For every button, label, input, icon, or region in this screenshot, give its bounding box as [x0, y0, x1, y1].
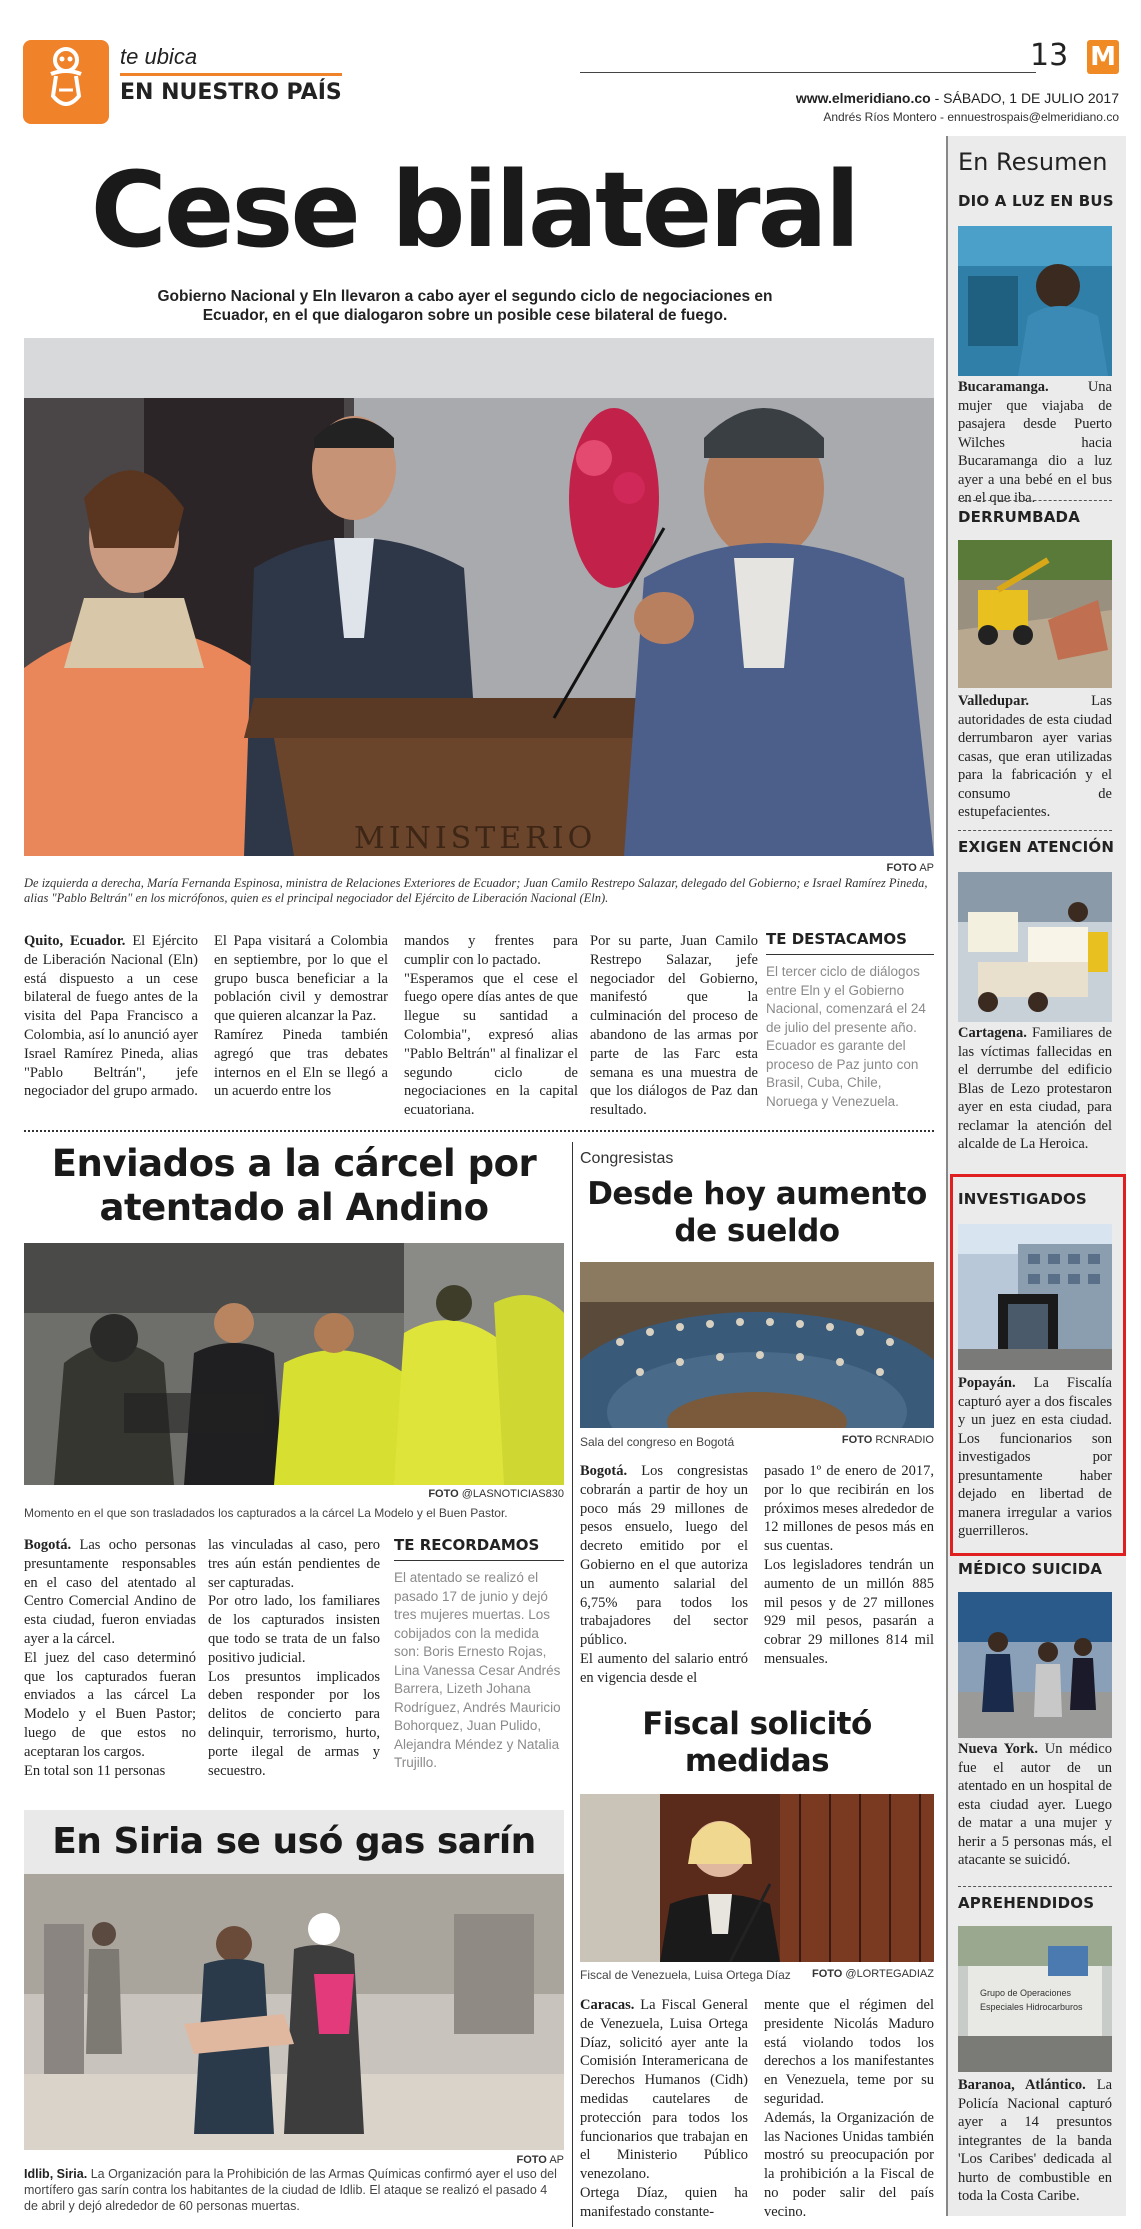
- andino-headline: Enviados a la cárcel por atentado al Andino: [51, 1142, 537, 1229]
- sueldo-col-1: Bogotá. Los congresistas cobrarán a partir de hoy un poco más 29 millones de pesos ensuelo, luego del decreto emitido por el Gobierno en el que autoriza un aumento salarial del 6,75% para todos los trabajadores del sector público. El aumento del salario entró en vigencia desde el: [580, 1463, 748, 1686]
- sidebar-item-title: DIO A LUZ EN BUS: [958, 192, 1114, 210]
- sidebar-text: Bucaramanga. Una mujer que viajaba de pasajera desde Puerto Wilches hacia Bucaramanga dio a luz ayer a una bebé en el bus en el que iba.: [958, 379, 1112, 506]
- sueldo-photo: [580, 1262, 934, 1428]
- fiscal-headline: Fiscal solicitó medidas: [642, 1706, 872, 1779]
- date: - SÁBADO, 1 DE JULIO 2017: [930, 90, 1119, 106]
- siria-headline: En Siria se usó gas sarín: [52, 1821, 536, 1862]
- sueldo-caption: Sala del congreso en Bogotá: [580, 1435, 735, 1449]
- andino-caption: Momento en el que son trasladados los capturados a la cárcel La Modelo y el Buen Pastor.: [24, 1506, 508, 1520]
- author-line: Andrés Ríos Montero - ennuestrospais@elmeridiano.co: [823, 110, 1119, 124]
- main-photo: [24, 338, 934, 856]
- fiscal-caption: Fiscal de Venezuela, Luisa Ortega Díaz: [580, 1968, 791, 1982]
- main-deck: Gobierno Nacional y Eln llevaron a cabo ayer el segundo ciclo de negociaciones en Ecuador, en el que dialogaron sobre un posible cese bilateral de fuego.: [157, 288, 773, 324]
- recordamos-text: El atentado se realizó el pasado 17 de junio y dejó tres mujeres muertas. Los cobijados con la medida son: Boris Ernesto Rojas, Lina Vanessa Cesar Andrés Barrera, Lizeth Johana Rodríguez, Andrés Mauricio Bohorquez, Juan Pulido, Alejandra Méndez y Natalia Trujillo.: [394, 1570, 561, 1770]
- sidebar-title: En Resumen: [958, 148, 1108, 176]
- sidebar-divider: [958, 830, 1112, 831]
- sidebar-text: Popayán. La Fiscalía capturó ayer a dos fiscales y un juez en esta ciudad. Los funcionarios son investigados por presuntamente haber dejado en libertad de manera irregular a varios guerrilleros.: [958, 1375, 1112, 1539]
- main-photo-credit: FOTO AP: [886, 862, 934, 874]
- dotted-divider: [24, 1130, 934, 1132]
- section-title: EN NUESTRO PAÍS: [120, 80, 342, 105]
- sidebar-photo-fiscalia: [958, 1224, 1112, 1370]
- sidebar-photo-protesta: [958, 872, 1112, 1022]
- sidebar-left-rule: [946, 136, 948, 2216]
- sidebar-photo-bus: [958, 226, 1112, 376]
- section-logo: [23, 40, 109, 124]
- main-headline: Cese bilateral: [90, 149, 858, 271]
- siria-caption: Idlib, Siria. La Organización para la Prohibición de las Armas Químicas confirmó ayer el uso del mortífero gas sarín contra los habitantes de la ciudad de Idlib. El ataque se realizó el pasado 4 de abril y dejó alrededor de 60 personas muertas.: [24, 2167, 557, 2213]
- sidebar-photo-derrumbe: [958, 540, 1112, 688]
- column-divider: [572, 1142, 573, 2227]
- destacamos-box: [766, 930, 934, 1111]
- fiscal-credit: FOTO @LORTEGADIAZ: [811, 1968, 934, 1980]
- recordamos-box: [394, 1536, 564, 1773]
- fiscal-col-1: Caracas. La Fiscal General de Venezuela, Luisa Ortega Díaz, solicitó ayer ante la Comisión Interamericana de Derechos Humanos (Cidh) medidas cautelares de protección para todos los funcionarios que trabajan en el Ministerio Público venezolano. Ortega Díaz, quien ha manifestado constante-: [580, 1997, 748, 2220]
- sueldo-credit: FOTO RCNRADIO: [841, 1434, 934, 1446]
- dateline: [796, 90, 1119, 106]
- destacamos-title: TE DESTACAMOS: [766, 930, 907, 948]
- main-col-4: Por su parte, Juan Camilo Restrepo Salazar, jefe negociador del Gobierno, manifestó que la culminación del proceso de abandono de las armas por parte de las Farc esta semana es una muestra de que los diálogos de Paz dan resultado.: [590, 933, 758, 1119]
- mascot-icon: [23, 40, 109, 124]
- section-rule: [120, 73, 342, 76]
- andino-col-2: las vinculadas al caso, pero tres aún están pendientes de ser capturadas. Por otro lado, los familiares de los capturados insisten que todo se trata de un falso positivo judicial. Los presuntos implicados deben responder por los delitos de concierto para delinquir, terrorismo, hurto, porte ilegal de armas y secuestro.: [208, 1537, 380, 1779]
- sueldo-kicker: Congresistas: [580, 1150, 674, 1167]
- section-kicker: te ubica: [120, 44, 198, 69]
- sidebar-item-title: INVESTIGADOS: [958, 1190, 1087, 1208]
- sidebar-item-title: MÉDICO SUICIDA: [958, 1560, 1103, 1578]
- sueldo-col-2: pasado 1º de enero de 2017, por lo que recibirán en los próximos meses alrededor de 12 millones de pesos más en sus cuentas. Los legisladores tendrán un aumento de un millón 885 mil pesos y de 27 millones 929 mil pesos, pasarán a cobrar 29 millones 814 mil mensuales.: [764, 1463, 934, 1667]
- photo-sign-text: Grupo de Operaciones: [980, 1988, 1072, 1998]
- fiscal-col-2: mente que el régimen del presidente Nicolás Maduro está violando todos los derechos a los manifestantes en Venezuela, teme por su seguridad. Además, la Organización de las Naciones Unidas también mostró su preocupación por la prohibición a la Fiscal de no poder salir del país vecino.: [764, 1997, 934, 2220]
- photo-sign-text: Especiales Hidrocarburos: [980, 2002, 1083, 2012]
- main-col-3: mandos y frentes para cumplir con lo pactado. "Esperamos que el cese el fuego opere días antes de que llegue su santidad a Colombia", expresó alias "Pablo Beltrán" al finalizar el segundo ciclo de negociaciones en la capital ecuatoriana.: [404, 933, 578, 1119]
- sidebar-item-title: APREHENDIDOS: [958, 1894, 1095, 1912]
- page-number: 13: [1030, 38, 1069, 73]
- sidebar-text: Baranoa, Atlántico. La Policía Nacional capturó ayer a 14 presuntos integrantes de la banda 'Los Caribes' dedicada al hurto de combustible en toda la Costa Caribe.: [958, 2077, 1113, 2204]
- header-rule: [580, 72, 1036, 73]
- sidebar-text: Valledupar. Las autoridades de esta ciudad derrumbaron ayer varias casas, que eran utilizadas para la fabricación y el consumo de estupefacientes.: [958, 693, 1112, 820]
- sueldo-headline: Desde hoy aumento de sueldo: [587, 1176, 927, 1249]
- sidebar-divider: [958, 1886, 1112, 1887]
- sidebar-photo-policia: [958, 1926, 1112, 2072]
- andino-credit: FOTO @LASNOTICIAS830: [428, 1488, 564, 1500]
- destacamos-text: El tercer ciclo de diálogos entre Eln y el Gobierno Nacional, comenzará el 24 de julio del presente año. Ecuador es garante del proceso de Paz junto con Brasil, Cuba, Chile, Noruega y Venezuela.: [766, 964, 926, 1109]
- podium-text: MINISTERIO: [354, 821, 597, 856]
- andino-col-1: Bogotá. Las ocho personas presuntamente responsables en el caso del atentado al Centro Comercial Andino de esta ciudad, fueron enviadas ayer a la cárcel. El juez del caso determinó que los capturados fueran enviados a las cárcel La Modelo y el Buen Pastor; luego de que estos no aceptaran los cargos. En total son 11 personas: [24, 1537, 196, 1779]
- siria-credit: FOTO AP: [516, 2154, 564, 2166]
- fiscal-photo: [580, 1794, 934, 1962]
- newspaper-logo: M: [1087, 40, 1119, 74]
- sidebar-divider: [958, 500, 1112, 501]
- sidebar-item-title: DERRUMBADA: [958, 508, 1081, 526]
- main-col-1: Quito, Ecuador. El Ejército de Liberación Nacional (Eln) está dispuesto a un cese bilateral de fuego antes de la visita del Papa Francisco a Colombia, así lo anunció ayer Israel Ramírez Pineda, alias "Pablo Beltrán", jefe negociador del grupo armado.: [24, 933, 198, 1100]
- sidebar-photo-hospital: [958, 1592, 1112, 1738]
- main-col-2: El Papa visitará a Colombia en septiembre, por lo que el grupo busca beneficiar a la población civil y demostrar que quieren alcanzar la Paz. Ramírez Pineda también agregó que tras debates internos en el Eln se llegó a un acuerdo entre los: [214, 933, 388, 1100]
- main-caption: De izquierda a derecha, María Fernanda Espinosa, ministra de Relaciones Exteriores de Ecuador; Juan Camilo Restrepo Salazar, delegado del Gobierno; e Israel Ramírez Pineda, alias "Pablo Beltrán" en los micrófonos, quien es el principal negociador del Ejército de Liberación Nacional (Eln).: [24, 876, 928, 905]
- sidebar-text: Cartagena. Familiares de las víctimas fallecidas en el derrumbe del edificio Blas de Lezo protestaron ayer en esta ciudad, para reclamar la atención del alcalde de La Heroica.: [958, 1025, 1112, 1152]
- sidebar-item-title: EXIGEN ATENCIÓN: [958, 838, 1115, 856]
- sidebar-text: Nueva York. Un médico fue el autor de un atentado en un hospital de esta ciudad ayer. Luego de matar a una mujer y herir a 5 personas más, el atacante se suicidó.: [958, 1741, 1112, 1868]
- website[interactable]: www.elmeridiano.co: [795, 90, 931, 106]
- recordamos-title: TE RECORDAMOS: [394, 1536, 540, 1554]
- andino-photo: [24, 1243, 564, 1485]
- siria-photo: [24, 1874, 564, 2150]
